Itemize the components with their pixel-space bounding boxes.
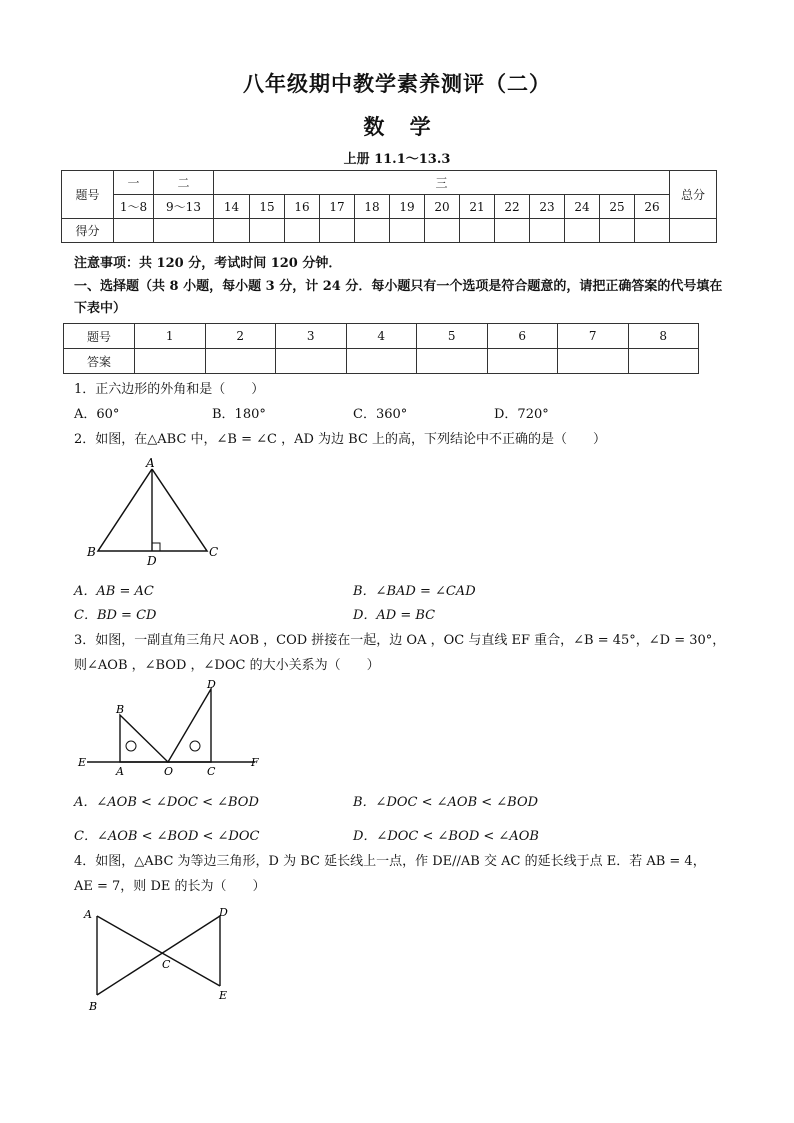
question-1-option-c: C．360°	[353, 407, 408, 422]
exam-title: 八年级期中教学素养测评（二）	[243, 71, 551, 96]
label-c: C	[207, 765, 216, 777]
exam-notice: 注意事项：共 120 分，考试时间 120 分钟．	[74, 256, 342, 271]
label-d: D	[147, 554, 157, 568]
score-number-cell: 17	[320, 195, 355, 219]
score-number-cell: 25	[600, 195, 635, 219]
score-entry-cell[interactable]	[355, 219, 390, 243]
score-table	[61, 170, 717, 243]
section-1-heading: 一、选择题（共 8 小题，每小题 3 分，计 24 分．每小题只有一个选项是符合题意的，请把正确答案的代号填在下表中）	[74, 279, 723, 316]
score-entry-cell[interactable]	[460, 219, 495, 243]
score-entry-cell[interactable]	[530, 219, 565, 243]
label-c: C	[209, 545, 219, 559]
score-number-cell: 23	[530, 195, 565, 219]
score-entry-cell[interactable]	[565, 219, 600, 243]
question-3-option-b: B．∠DOC < ∠AOB < ∠BOD	[353, 795, 539, 810]
answer-entry-cell[interactable]	[417, 349, 488, 374]
triangle-aob	[120, 715, 168, 762]
score-number-cell: 21	[460, 195, 495, 219]
score-entry-cell[interactable]	[114, 219, 154, 243]
answer-row-label-number: 题号	[64, 324, 135, 349]
answer-number-cell: 7	[558, 324, 629, 349]
score-entry-cell[interactable]	[495, 219, 530, 243]
answer-number-cell: 5	[417, 324, 488, 349]
answer-number-cell: 6	[487, 324, 558, 349]
question-4-stem-line-1: 4．如图，△ABC 为等边三角形，D 为 BC 延长线上一点，作 DE//AB 交 AC 的延长线于点 E．若 AB = 4，	[74, 854, 706, 869]
answer-number-cell: 3	[276, 324, 347, 349]
score-number-cell: 24	[565, 195, 600, 219]
label-d: D	[207, 678, 216, 691]
label-a: A	[116, 765, 124, 777]
score-total-label: 总分	[670, 171, 717, 219]
segment-ae	[97, 916, 220, 986]
score-section-1: 一	[114, 171, 154, 195]
score-entry-cell[interactable]	[635, 219, 670, 243]
score-entry-cell[interactable]	[214, 219, 250, 243]
answer-row-label-answer: 答案	[64, 349, 135, 374]
exam-scope: 上册 11.1～13.3	[343, 152, 451, 167]
question-3-stem-line-1: 3．如图，一副直角三角尺 AOB ，COD 拼接在一起，边 OA ，OC 与直线 EF 重合，∠B = 45°，∠D = 30°，	[74, 633, 726, 648]
question-4-bowtie-figure	[80, 902, 250, 1017]
question-3-stem-line-2: 则∠AOB ，∠BOD ，∠DOC 的大小关系为（ ）	[74, 658, 380, 673]
score-entry-cell[interactable]	[425, 219, 460, 243]
answer-number-cell: 2	[205, 324, 276, 349]
score-number-cell: 15	[250, 195, 285, 219]
answer-entry-cell[interactable]	[628, 349, 699, 374]
question-2-triangle-figure	[85, 455, 225, 575]
score-section-3: 三	[214, 171, 670, 195]
score-entry-cell[interactable]	[285, 219, 320, 243]
label-b: B	[89, 1000, 98, 1013]
question-3-option-d: D．∠DOC < ∠BOD < ∠AOB	[353, 829, 539, 844]
score-number-cell: 19	[390, 195, 425, 219]
answer-entry-cell[interactable]	[276, 349, 347, 374]
question-2-option-c: C．BD = CD	[74, 608, 157, 623]
question-2-stem: 2．如图，在△ABC 中，∠B = ∠C ，AD 为边 BC 上的高，下列结论中不正确的是（ ）	[74, 432, 607, 447]
label-a: A	[84, 908, 92, 921]
question-4-stem-line-2: AE = 7，则 DE 的长为（ ）	[74, 879, 266, 894]
label-b: B	[87, 545, 96, 559]
score-number-cell: 14	[214, 195, 250, 219]
label-o: O	[164, 765, 174, 777]
question-2-option-a: A．AB = AC	[74, 584, 154, 599]
answer-number-cell: 8	[628, 324, 699, 349]
label-d: D	[219, 906, 228, 919]
question-1-option-d: D．720°	[494, 407, 549, 422]
score-entry-cell[interactable]	[154, 219, 214, 243]
score-entry-cell[interactable]	[600, 219, 635, 243]
score-number-cell: 16	[285, 195, 320, 219]
score-entry-cell[interactable]	[250, 219, 285, 243]
question-2-option-d: D．AD = BC	[353, 608, 436, 623]
score-section-2: 二	[154, 171, 214, 195]
score-number-cell: 20	[425, 195, 460, 219]
question-1-option-a: A．60°	[74, 407, 120, 422]
score-number-cell: 26	[635, 195, 670, 219]
score-entry-cell[interactable]	[390, 219, 425, 243]
answer-entry-cell[interactable]	[346, 349, 417, 374]
score-number-cell: 22	[495, 195, 530, 219]
score-range-1: 1～8	[114, 195, 154, 219]
question-3-option-c: C．∠AOB < ∠BOD < ∠DOC	[74, 829, 260, 844]
answer-number-cell: 1	[135, 324, 206, 349]
segment-bd	[97, 916, 220, 995]
score-entry-cell[interactable]	[670, 219, 717, 243]
answer-table	[63, 323, 699, 374]
set-square-hole-1	[126, 741, 136, 751]
answer-entry-cell[interactable]	[205, 349, 276, 374]
label-c: C	[162, 958, 171, 971]
answer-entry-cell[interactable]	[135, 349, 206, 374]
triangle-cod	[168, 689, 211, 762]
label-b: B	[116, 703, 125, 716]
label-a: A	[146, 456, 155, 470]
set-square-hole-2	[190, 741, 200, 751]
score-number-cell: 18	[355, 195, 390, 219]
subject-title: 数 学	[363, 114, 431, 139]
question-3-option-a: A．∠AOB < ∠DOC < ∠BOD	[74, 795, 259, 810]
answer-entry-cell[interactable]	[558, 349, 629, 374]
score-range-2: 9～13	[154, 195, 214, 219]
label-f: F	[251, 756, 259, 769]
score-row-label-points: 得分	[62, 219, 114, 243]
label-e: E	[78, 756, 87, 769]
question-2-option-b: B．∠BAD = ∠CAD	[353, 584, 476, 599]
question-3-set-squares-figure	[75, 677, 275, 777]
question-1-stem: 1．正六边形的外角和是（ ）	[74, 382, 265, 397]
label-e: E	[219, 989, 228, 1002]
answer-entry-cell[interactable]	[487, 349, 558, 374]
question-1-option-b: B．180°	[212, 407, 266, 422]
score-row-label-number: 题号	[62, 171, 114, 219]
answer-number-cell: 4	[346, 324, 417, 349]
score-entry-cell[interactable]	[320, 219, 355, 243]
right-angle-mark	[152, 543, 160, 551]
